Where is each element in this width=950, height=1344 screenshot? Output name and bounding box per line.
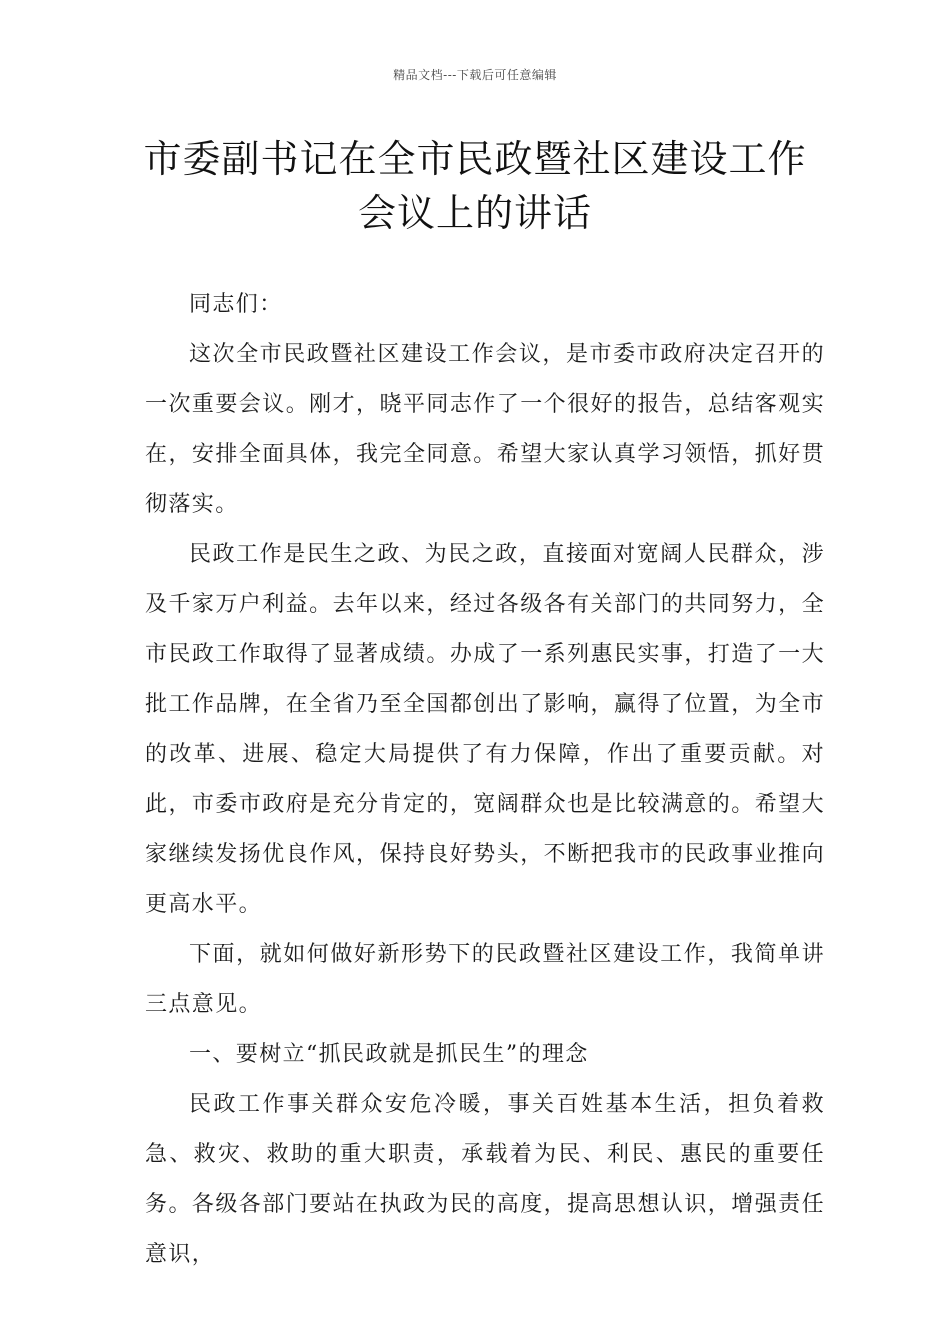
title-line-1: 市委副书记在全市民政暨社区建设工作 <box>143 137 807 181</box>
paragraph-transition: 下面，就如何做好新形势下的民政暨社区建设工作，我简单讲三点意见。 <box>145 942 825 1017</box>
paragraph-intro: 这次全市民政暨社区建设工作会议，是市委市政府决定召开的一次重要会议。刚才，晓平同志作了一个很好的报告，总结客观实在，安排全面具体，我完全同意。希望大家认真学习领悟，抓好贯彻落实。 <box>145 342 825 517</box>
paragraph-section-1: 民政工作事关群众安危冷暖，事关百姓基本生活，担负着救急、救灾、救助的重大职责，承载着为民、利民、惠民的重要任务。各级各部门要站在执政为民的高度，提高思想认识，增强责任意识， <box>145 1092 825 1267</box>
paragraph-achievements: 民政工作是民生之政、为民之政，直接面对宽阔人民群众，涉及千家万户利益。去年以来，经过各级各有关部门的共同努力，全市民政工作取得了显著成绩。办成了一系列惠民实事，打造了一大批工作品牌，在全省乃至全国都创出了影响，赢得了位置，为全市的改革、进展、稳定大局提供了有力保障，作出了重要贡献。对此，市委市政府是充分肯定的，宽阔群众也是比较满意的。希望大家继续发扬优良作风，保持良好势头，不断把我市的民政事业推向更高水平。 <box>145 542 825 917</box>
section-heading-1: 一、要树立“抓民政就是抓民生”的理念 <box>189 1042 589 1067</box>
document-body <box>145 280 825 1280</box>
header-watermark: 精品文档---下载后可任意编辑 <box>393 68 557 82</box>
title-line-2: 会议上的讲话 <box>357 191 592 235</box>
salutation: 同志们： <box>189 292 283 317</box>
document-title <box>100 132 850 240</box>
